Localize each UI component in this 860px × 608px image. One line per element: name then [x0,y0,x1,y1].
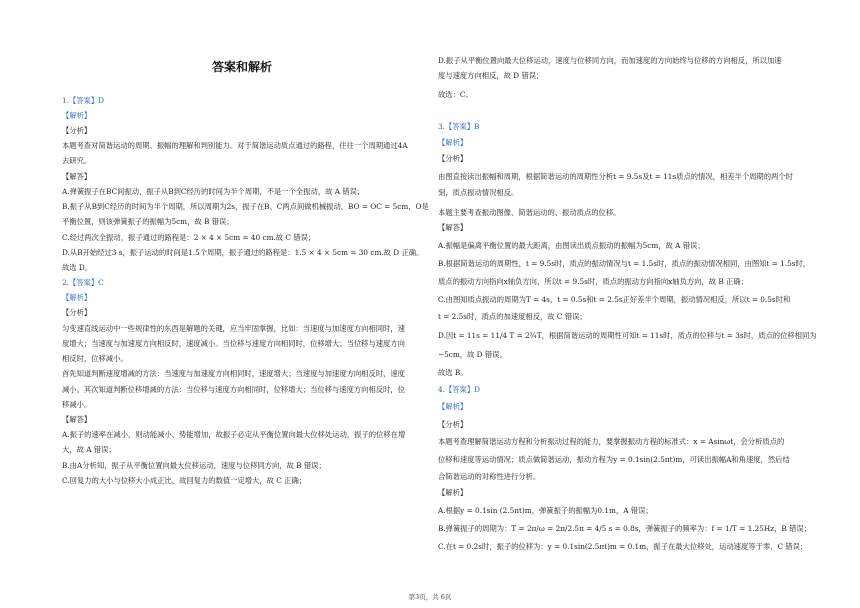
text-line: 移减小。 [62,400,92,409]
text-line: 度增大；当速度与加速度方向相反时，速度减小。当位移与速度方向相同时，位移增大；当位移与速度方向 [62,339,405,348]
page-footer: 第3页，共 6页 [408,593,452,601]
text-line: D.因t = 11s = 11/4 T = 2¾T，根据简谐运动的周期性可知t = 11s时，质点的位移与t = 3s时，质点的位移相同为 [438,331,817,340]
text-line: C.回复力的大小与位移大小成正比，故回复力的数值一定增大，故 C 正确； [62,476,307,485]
text-line: 【分析】 [438,154,468,163]
text-line: 去研究。 [62,156,92,165]
text-line: 【解答】 [62,172,92,181]
text-line: 【解答】 [438,223,468,232]
text-line: 【分析】 [62,126,92,135]
text-line: 【解析】 [438,488,468,497]
text-line: 【分析】 [438,420,468,429]
page-title: 答案和解析 [211,60,272,74]
text-line: B.振子从B到C经历的时间为半个周期，所以周期为2s，振子在B、C两点间做机械振动，BO = OC = 5cm，O是 [62,202,429,211]
text-line: 1.【答案】D [62,96,104,105]
text-line: C.由图知质点振动的周期为T = 4s，t = 0.5s和t = 2.5s正好差半个周期，振动情况相反，所以t = 0.5s时和 [438,295,791,304]
text-line: 度与速度方向相反，故 D 错误； [438,71,544,80]
text-line: B.弹簧振子的周期为：T = 2π/ω = 2π/2.5π = 4/5 s = 0.8s，弹簧振子的频率为：f = 1/T = 1.25Hz，B 错误； [438,524,811,533]
text-line: 故选 B。 [438,368,468,377]
text-line: 【解析】 [438,138,468,147]
text-line: A.根据y = 0.1sin (2.5πt)m，弹簧振子的振幅为0.1m，A 错误； [438,506,653,515]
text-line: 合简谐运动的对称性进行分析。 [438,472,541,481]
text-line: A.振幅是偏离平衡位置的最大距离，由图读出质点振动的振幅为5cm，故 A 错误； [438,241,705,250]
text-line: 大，故 A 错误； [62,445,116,454]
text-line: D.从B开始经过3 s，振子运动的时间是1.5个周期，振子通过的路程是：1.5 × 4 × 5cm = 30 cm.故 D 正确。 [62,248,424,257]
text-line: A.振子的速率在减小，则动能减小、势能增加，故振子必定从平衡位置向最大位移处运动，振子的位移在增 [62,430,406,439]
text-line: A.弹簧振子在BC间振动，振子从B到C经历的时间为半个周期，不是一个全振动，故 A 错误； [62,187,365,196]
text-line: C.在t = 0.2s时，振子的位移为：y = 0.1sin(2.5πt)m = 0.1m，振子在最大位移处，运动速度等于零，C 错误； [438,542,808,551]
text-line: 3.【答案】B [438,122,480,131]
text-line: 位移和速度等运动情况；质点做简谐运动，振动方程为y = 0.1sin(2.5πt)m，可读出振幅A和角速度，然后结 [438,455,790,464]
text-line: 由图直接读出振幅和周期，根据简谐运动的周期性分析t = 9.5s及t = 11s质点的情况，相差半个周期的两个时 [438,172,793,181]
text-line: 【解答】 [62,415,92,424]
text-line: D.振子从平衡位置向最大位移运动，速度与位移同方向，而加速度的方向始终与位移的方向相反，所以加速 [438,56,782,65]
text-line: 【解析】 [62,293,92,302]
text-line: 相反时，位移减小。 [62,354,128,363]
text-line: 4.【答案】D [438,385,480,394]
text-line: C.经过两次全振动，振子通过的路程是：2 × 4 × 5cm = 40 cm.故 C 错误； [62,233,316,242]
text-line: 2.【答案】C [62,278,104,287]
text-line: 匀变速直线运动中一些规律性的东西是解题的关键，应当牢固掌握，比如：当速度与加速度方向相同时，速 [62,324,405,333]
text-line: 故选：C。 [438,90,473,99]
text-line: B.根据简谐运动的周期性，t = 9.5s时，质点的振动情况与t = 1.5s时，质点的振动情况相同，由图知t = 1.5s时， [438,259,811,268]
text-line: 首先知道判断速度增减的方法：当速度与加速度方向相同时，速度增大；当速度与加速度方向相反时，速度 [62,369,405,378]
text-line: −5cm，故 D 错误。 [438,350,507,359]
text-line: 【解析】 [438,402,468,411]
text-line: B.由A分析知，振子从平衡位置向最大位移运动，速度与位移同方向，故 B 错误； [62,461,326,470]
text-line: 【分析】 [62,308,92,317]
text-line: 本题主要考查振动图像、简谐运动的、振动质点的位移。 [438,208,621,217]
text-line: 本题考查对简谐运动的周期、振幅的理解和判别能力。对于简谐运动质点通过的路程，往往一个周期通过4A [62,141,408,150]
text-line: 平衡位置，则该弹簧振子的振幅为5cm，故 B 错误； [62,217,234,226]
text-line: 减小。其次知道判断位移增减的方法：当位移与速度方向相同时，位移增大；当位移与速度方向相反时，位 [62,385,405,394]
text-line: 刻，质点振动情况相反。 [438,188,519,197]
text-line: 【解析】 [62,111,92,120]
text-line: 本题考查理解简谐运动方程和分析振动过程的能力，要掌握振动方程的标准式：x = Asinωt，会分析质点的 [438,437,785,446]
text-line: t = 2.5s时，质点的加速度相反，故 C 错误； [438,312,587,321]
text-line: 质点的振动方向指向x轴负方向，所以t = 9.5s时，质点的振动方向指向x轴负方向，故 B 正确； [438,277,748,286]
text-line: 故选 D。 [62,263,93,272]
